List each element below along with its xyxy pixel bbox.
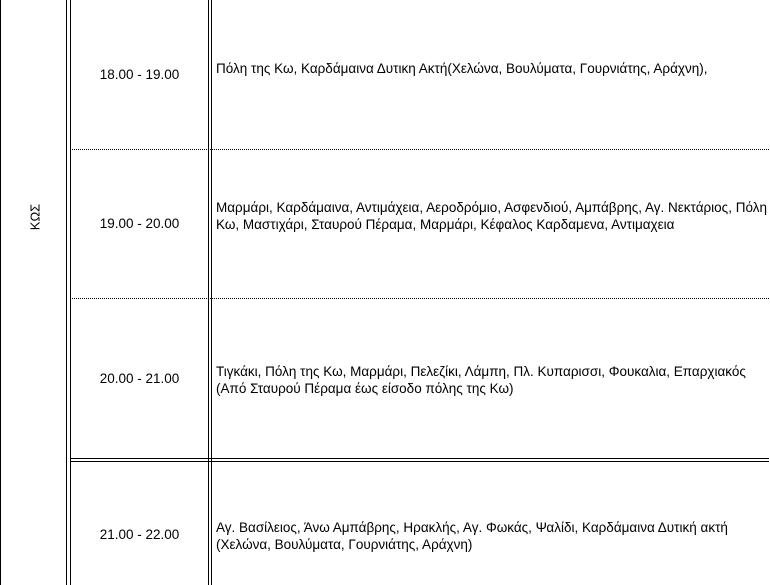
description-cell: Πόλη της Κω, Καρδάμαινα Δυτικη Ακτή(Χελώνα, Βουλύματα, Γουρνιάτης, Αράχνη), (216, 61, 708, 76)
region-label: ΚΩΣ (27, 203, 43, 231)
description-cell: Αγ. Βασίλειος, Άνω Αμπάβρης, Ηρακλής, Αγ. Φωκάς, Ψαλίδι, Καρδάμαινα Δυτική ακτή (Χελώνα, Βουλύματα, Γουρνιάτης, Αράχνη) (216, 520, 728, 552)
time-column-border-left (70, 0, 71, 585)
time-cell: 19.00 - 20.00 (99, 216, 180, 231)
row-divider (70, 149, 769, 150)
description-cell: Μαρμάρι, Καρδάμαινα, Αντιμάχεια, Αεροδρόμιο, Ασφενδιού, Αμπάβρης, Αγ. Νεκτάριος, Πόλη Κω, Μαστιχάρι, Σταυρού Πέραμα, Μαρμάρι, Κέφαλος Καρδαμενα, Αντιμαχεια (216, 200, 767, 232)
row-divider (70, 458, 769, 459)
time-cell: 21.00 - 22.00 (99, 527, 180, 542)
description-cell: Τιγκάκι, Πόλη της Κω, Μαρμάρι, Πελεζίκι, Λάμπη, Πλ. Κυπαρισσι, Φουκαλια, Επαρχιακός (Από Σταυρού Πέραμα έως είσοδο πόλης της Κω) (216, 364, 746, 396)
time-column-border-right (208, 0, 209, 585)
row-divider (70, 461, 769, 462)
time-cell: 18.00 - 19.00 (99, 67, 180, 82)
region-column-border (66, 0, 67, 585)
region-cell (1, 0, 66, 585)
row-divider (70, 298, 769, 299)
description-column-border (211, 0, 212, 585)
time-cell: 20.00 - 21.00 (99, 371, 180, 386)
